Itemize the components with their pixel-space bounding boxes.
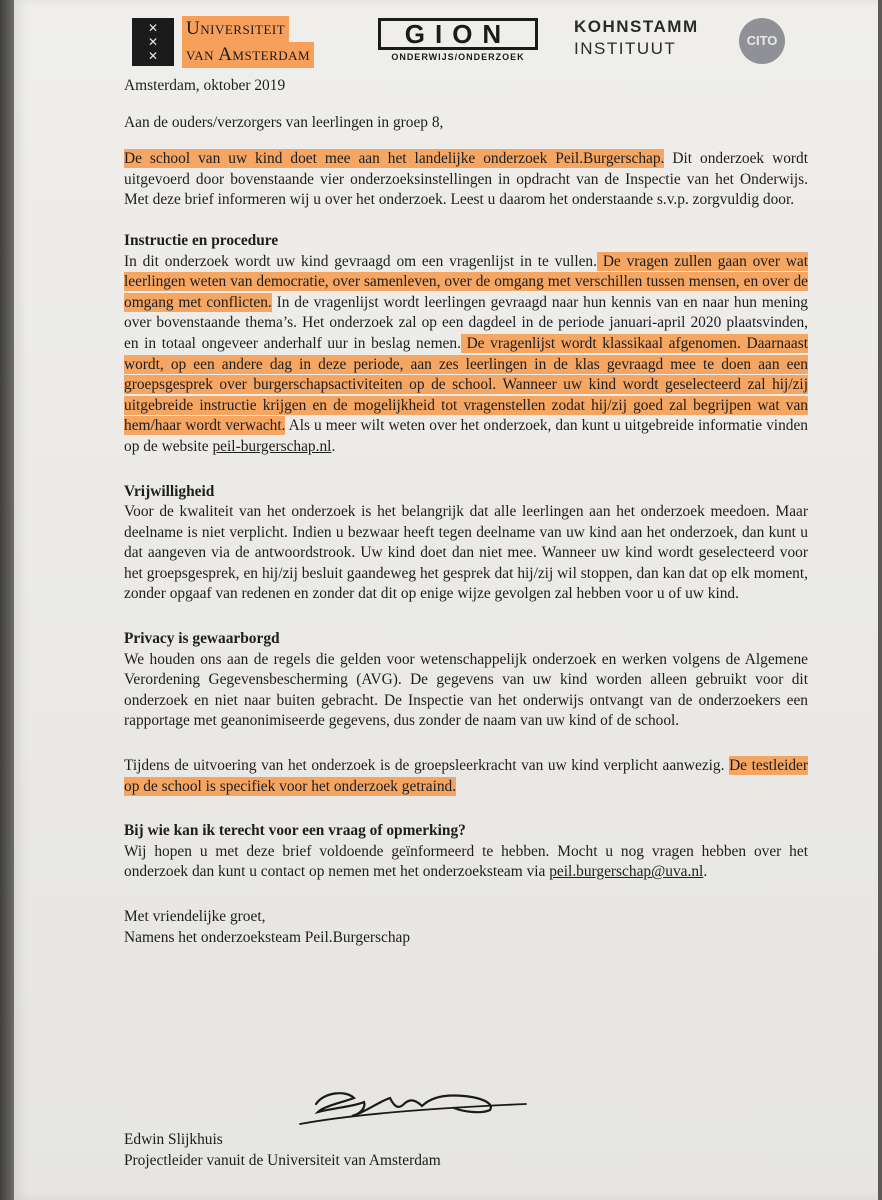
website-link[interactable]: peil-burgerschap.nl [212, 437, 332, 455]
testleider-text: Tijdens de uitvoering van het onderzoek is de groepsleerkracht van uw kind verplicht aanwezig. [124, 757, 730, 775]
uva-line-2: van Amsterdam [182, 42, 314, 68]
signer-name: Edwin Slijkhuis [124, 1131, 223, 1148]
instructie-text-e: Als u meer wilt weten over het onderzoek, dan kunt u uitgebreide informatie vinden op de website [124, 417, 808, 455]
uva-logo-text [182, 16, 372, 68]
instructie-paragraph [124, 252, 808, 458]
uva-line-1: Universiteit [182, 16, 289, 42]
contact-paragraph [124, 842, 808, 883]
letter-sheet [14, 0, 878, 1200]
gion-subtitle: ONDERWIJS/ONDERZOEK [391, 52, 525, 62]
salutation: Aan de ouders/verzorgers van leerlingen in groep 8, [124, 113, 444, 131]
contact-email-link[interactable]: peil.burgerschap@uva.nl [549, 863, 704, 881]
privacy-paragraph: We houden ons aan de regels die gelden voor wetenschappelijk onderzoek en werken volgens de Algemene Verordening Gegevensbescherming (AVG). De gegevens van uw kind worden alleen gebruikt voor dit onderzoek en niet naar buiten gebracht. De Inspectie van het onderwijs ontvangt van de onderzoekers een rapportage met geanonimiseerde gegevens, dus zonder de naam van uw kind of de school. [124, 650, 808, 730]
heading-privacy: Privacy is gewaarborgd [124, 630, 280, 648]
closing-team: Namens het onderzoeksteam Peil.Burgerschap [124, 928, 411, 946]
kohnstamm-logo [574, 16, 724, 60]
handwritten-signature [294, 1078, 534, 1138]
letter-body [124, 76, 808, 948]
intro-paragraph [124, 149, 808, 211]
intro-text: Dit onderzoek wordt uitgevoerd door bovenstaande vier onderzoeksinstellingen in opdracht van de Inspectie van het Onderwijs. Met deze brief informeren wij u over het onderzoek. Leest u daarom het onderstaande s.v.p. zorgvuldig door. [124, 150, 808, 209]
kohnstamm-line-2: INSTITUUT [574, 39, 677, 58]
page-edge-shadow [0, 0, 14, 1200]
intro-highlight: De school van uw kind doet mee aan het landelijke onderzoek Peil.Burgerschap. [124, 150, 665, 168]
closing-greeting: Met vriendelijke groet, [124, 908, 266, 925]
place-date: Amsterdam, oktober 2019 [124, 77, 286, 94]
instructie-text-a: In dit onderzoek wordt uw kind gevraagd om een vragenlijst in te vullen. [124, 252, 597, 270]
uva-shield-logo: ✕ ✕ ✕ [132, 18, 174, 66]
kohnstamm-line-1: KOHNSTAMM [574, 17, 699, 36]
gion-logo: GION [378, 18, 538, 50]
instructie-highlight-1: De vragen zullen gaan over wat leerlingen weten van democratie, over samenleven, over de omgang met verschillen tussen mensen, en over de omgang met conflicten. [124, 252, 809, 311]
vrijwilligheid-paragraph: Voor de kwaliteit van het onderzoek is het belangrijk dat alle leerlingen aan het onderzoek meedoen. Maar deelname is niet verplicht. Indien u bezwaar heeft tegen deelname van uw kind aan het onderzoek, dan kunt u dat aangeven via de antwoordstrook. Uw kind doet dan niet mee. Wanneer uw kind wordt geselecteerd voor het groepsgesprek, en hij/zij besluit gaandeweg het gesprek dat hij/zij wil stoppen, dan kan dat op elk moment, zonder opgaaf van redenen en zonder dat dit op enige wijze gevolgen zal hebben voor u of uw kind. [124, 503, 808, 603]
heading-vrijwilligheid: Vrijwilligheid [124, 482, 215, 500]
contact-text: Wij hopen u met deze brief voldoende geïnformeerd te hebben. Mocht u nog vragen hebben over het onderzoek dan kunt u contact op nemen met het onderzoeksteam via [124, 842, 808, 881]
contact-end: . [703, 863, 708, 881]
heading-instructie: Instructie en procedure [124, 231, 279, 249]
instructie-end: . [331, 437, 336, 455]
heading-contact: Bij wie kan ik terecht voor een vraag of opmerking? [124, 822, 466, 840]
testleider-highlight: De testleider op de school is specifiek voor het onderzoek getraind. [124, 757, 808, 795]
signer-title: Projectleider vanuit de Universiteit van Amsterdam [124, 1151, 441, 1169]
signer-block [124, 1130, 441, 1171]
testleider-paragraph [124, 756, 808, 797]
logo-bar [14, 10, 878, 70]
instructie-highlight-2: De vragenlijst wordt klassikaal afgenomen. Daarnaast wordt, op een andere dag in deze periode, aan zes leerlingen in de klas gevraagd mee te doen aan een groepsgesprek over burgerschapsactiviteiten op de school. Wanneer uw kind wordt geselecteerd zal hij/zij uitgebreide instructie krijgen en de mogelijkheid tot vragenstellen zodat hij/zij goed zal begrijpen wat van hem/haar wordt verwacht. [124, 334, 808, 435]
cito-logo: CITO [739, 18, 785, 64]
instructie-text-c: In de vragenlijst wordt leerlingen gevraagd naar hun kennis van en naar hun mening over bovenstaande thema’s. Het onderzoek zal op een dagdeel in de periode januari-april 2020 plaatsvinden, en in totaal ongeveer anderhalf uur in beslag nemen. [124, 293, 808, 352]
